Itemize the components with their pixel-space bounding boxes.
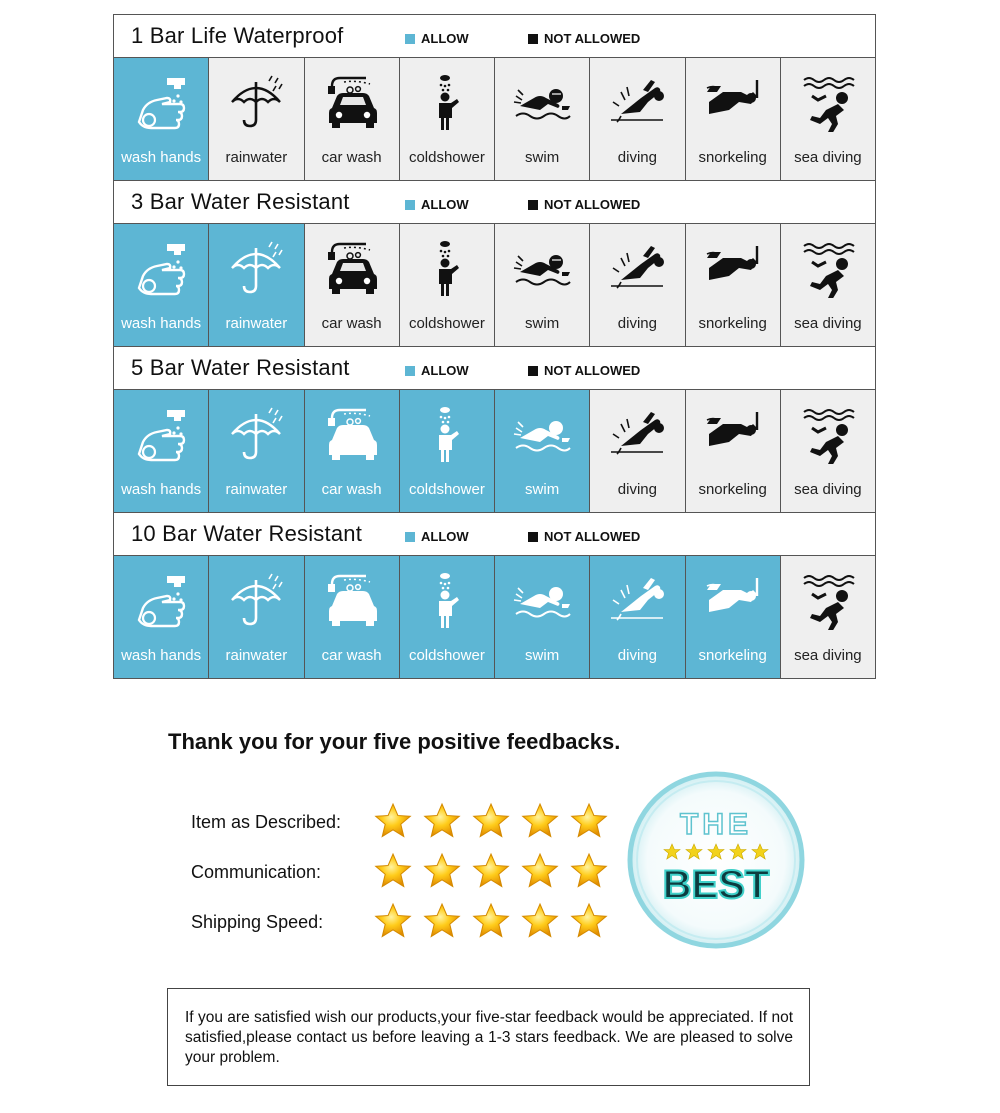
section-title: 3 Bar Water Resistant	[131, 189, 350, 214]
wash-hands-icon	[131, 72, 191, 132]
activity-label: sea diving	[794, 315, 862, 332]
legend-not-allowed	[528, 529, 640, 544]
star-icon	[472, 852, 510, 890]
activity-cell-coldshower	[399, 224, 494, 346]
feedback-heading: Thank you for your five positive feedbacks.	[168, 729, 621, 754]
coldshower-icon	[417, 570, 477, 630]
activity-label: rainwater	[225, 315, 288, 332]
rating-section	[114, 15, 875, 180]
activity-label: rainwater	[225, 647, 288, 664]
activity-label: coldshower	[408, 149, 485, 166]
sea-diving-icon	[798, 72, 858, 132]
activity-label: snorkeling	[698, 315, 767, 332]
legend-allow	[405, 197, 469, 212]
allow-swatch	[405, 34, 415, 44]
star-group	[374, 802, 608, 840]
activity-cell-car-wash	[304, 556, 399, 678]
swim-icon	[512, 238, 572, 298]
legend-not-allowed-label: NOT ALLOWED	[544, 529, 641, 544]
activity-label: sea diving	[794, 149, 862, 166]
star-icon	[423, 802, 461, 840]
snorkeling-icon	[703, 404, 763, 464]
activity-cell-sea-diving	[780, 390, 875, 512]
star-group	[374, 902, 608, 940]
activity-cell-swim	[494, 556, 589, 678]
legend-not-allowed	[528, 363, 640, 378]
rainwater-icon	[226, 404, 286, 464]
not-allowed-swatch	[528, 366, 538, 376]
star-icon	[521, 852, 559, 890]
rating-row-item	[191, 802, 621, 842]
activity-cell-diving	[589, 224, 684, 346]
activity-cell-diving	[589, 58, 684, 180]
activity-cell-car-wash	[304, 390, 399, 512]
star-icon	[570, 902, 608, 940]
section-title: 5 Bar Water Resistant	[131, 355, 350, 380]
legend-not-allowed-label: NOT ALLOWED	[544, 31, 641, 46]
activity-label: swim	[525, 481, 560, 498]
activity-label: rainwater	[225, 149, 288, 166]
car-wash-icon	[322, 570, 382, 630]
star-icon	[423, 902, 461, 940]
swim-icon	[512, 570, 572, 630]
activity-row	[114, 58, 875, 180]
activity-row	[114, 224, 875, 346]
diving-icon	[607, 404, 667, 464]
legend-not-allowed	[528, 197, 640, 212]
wash-hands-icon	[131, 238, 191, 298]
activity-label: diving	[617, 149, 657, 166]
legend-not-allowed	[528, 31, 640, 46]
activity-label: sea diving	[794, 481, 862, 498]
activity-label: diving	[617, 315, 657, 332]
activity-cell-coldshower	[399, 58, 494, 180]
activity-cell-rainwater	[208, 58, 303, 180]
activity-cell-rainwater	[208, 556, 303, 678]
star-icon	[374, 852, 412, 890]
rating-section	[114, 180, 875, 346]
activity-cell-diving	[589, 390, 684, 512]
activity-cell-wash-hands	[114, 58, 208, 180]
activity-label: snorkeling	[698, 647, 767, 664]
legend-not-allowed-label: NOT ALLOWED	[544, 363, 641, 378]
activity-cell-swim	[494, 58, 589, 180]
activity-cell-snorkeling	[685, 390, 780, 512]
activity-label: coldshower	[408, 481, 485, 498]
activity-label: wash hands	[121, 315, 202, 332]
rainwater-icon	[226, 570, 286, 630]
activity-label: rainwater	[225, 481, 288, 498]
section-title: 10 Bar Water Resistant	[131, 521, 363, 546]
activity-cell-snorkeling	[685, 556, 780, 678]
activity-label: car wash	[321, 647, 382, 664]
activity-cell-coldshower	[399, 556, 494, 678]
diving-icon	[607, 238, 667, 298]
car-wash-icon	[322, 72, 382, 132]
section-header	[114, 181, 875, 224]
section-header	[114, 15, 875, 58]
activity-row	[114, 390, 875, 512]
snorkeling-icon	[703, 72, 763, 132]
star-icon	[521, 902, 559, 940]
activity-label: swim	[525, 315, 560, 332]
activity-label: snorkeling	[698, 149, 767, 166]
activity-cell-swim	[494, 224, 589, 346]
activity-cell-sea-diving	[780, 58, 875, 180]
activity-cell-sea-diving	[780, 224, 875, 346]
activity-label: car wash	[321, 149, 382, 166]
activity-cell-sea-diving	[780, 556, 875, 678]
allow-swatch	[405, 366, 415, 376]
sea-diving-icon	[798, 404, 858, 464]
rating-row-communication	[191, 852, 621, 892]
allow-swatch	[405, 532, 415, 542]
star-icon	[570, 802, 608, 840]
wash-hands-icon	[131, 570, 191, 630]
activity-cell-car-wash	[304, 224, 399, 346]
activity-cell-rainwater	[208, 224, 303, 346]
activity-cell-snorkeling	[685, 224, 780, 346]
star-icon	[570, 852, 608, 890]
rainwater-icon	[226, 238, 286, 298]
not-allowed-swatch	[528, 532, 538, 542]
coldshower-icon	[417, 238, 477, 298]
activity-cell-wash-hands	[114, 224, 208, 346]
water-resistance-chart	[113, 14, 876, 679]
activity-label: diving	[617, 647, 657, 664]
activity-label: snorkeling	[698, 481, 767, 498]
wash-hands-icon	[131, 404, 191, 464]
star-icon	[374, 902, 412, 940]
coldshower-icon	[417, 72, 477, 132]
activity-cell-car-wash	[304, 58, 399, 180]
allow-swatch	[405, 200, 415, 210]
badge-bottom-text: BEST	[662, 863, 770, 907]
swim-icon	[512, 72, 572, 132]
rating-label: Item as Described:	[191, 812, 342, 832]
star-icon	[423, 852, 461, 890]
coldshower-icon	[417, 404, 477, 464]
activity-label: wash hands	[121, 149, 202, 166]
car-wash-icon	[322, 238, 382, 298]
activity-label: swim	[525, 149, 560, 166]
rating-section	[114, 512, 875, 678]
star-icon	[374, 802, 412, 840]
snorkeling-icon	[703, 570, 763, 630]
snorkeling-icon	[703, 238, 763, 298]
not-allowed-swatch	[528, 34, 538, 44]
rating-row-shipping	[191, 902, 621, 942]
legend-allow-label: ALLOW	[421, 197, 469, 212]
star-icon	[472, 902, 510, 940]
legend-allow	[405, 31, 469, 46]
activity-cell-coldshower	[399, 390, 494, 512]
activity-cell-diving	[589, 556, 684, 678]
legend-allow-label: ALLOW	[421, 363, 469, 378]
star-icon	[472, 802, 510, 840]
legend-allow-label: ALLOW	[421, 31, 469, 46]
activity-cell-wash-hands	[114, 556, 208, 678]
legend-allow-label: ALLOW	[421, 529, 469, 544]
legend-not-allowed-label: NOT ALLOWED	[544, 197, 641, 212]
activity-cell-swim	[494, 390, 589, 512]
activity-cell-wash-hands	[114, 390, 208, 512]
diving-icon	[607, 72, 667, 132]
the-best-badge	[626, 770, 806, 950]
legend-allow	[405, 363, 469, 378]
diving-icon	[607, 570, 667, 630]
swim-icon	[512, 404, 572, 464]
activity-row	[114, 556, 875, 678]
activity-cell-rainwater	[208, 390, 303, 512]
sea-diving-icon	[798, 570, 858, 630]
rating-section	[114, 346, 875, 512]
car-wash-icon	[322, 404, 382, 464]
star-group	[374, 852, 608, 890]
sea-diving-icon	[798, 238, 858, 298]
not-allowed-swatch	[528, 200, 538, 210]
rating-label: Communication:	[191, 862, 322, 882]
activity-label: diving	[617, 481, 657, 498]
activity-label: coldshower	[408, 315, 485, 332]
rainwater-icon	[226, 72, 286, 132]
legend-allow	[405, 529, 469, 544]
star-icon	[521, 802, 559, 840]
section-header	[114, 347, 875, 390]
activity-label: swim	[525, 647, 560, 664]
activity-label: car wash	[321, 481, 382, 498]
activity-label: sea diving	[794, 647, 862, 664]
badge-top-text: THE	[680, 808, 752, 841]
activity-label: coldshower	[408, 647, 485, 664]
feedback-note: If you are satisfied wish our products,your five-star feedback would be appreciated. If not satisfied,please contact us before leaving a 1-3 stars feedback. We are pleased to solve your problem.	[167, 988, 810, 1086]
activity-label: car wash	[321, 315, 382, 332]
section-header	[114, 513, 875, 556]
activity-cell-snorkeling	[685, 58, 780, 180]
section-title: 1 Bar Life Waterproof	[131, 23, 344, 48]
activity-label: wash hands	[121, 647, 202, 664]
activity-label: wash hands	[121, 481, 202, 498]
rating-label: Shipping Speed:	[191, 912, 324, 932]
